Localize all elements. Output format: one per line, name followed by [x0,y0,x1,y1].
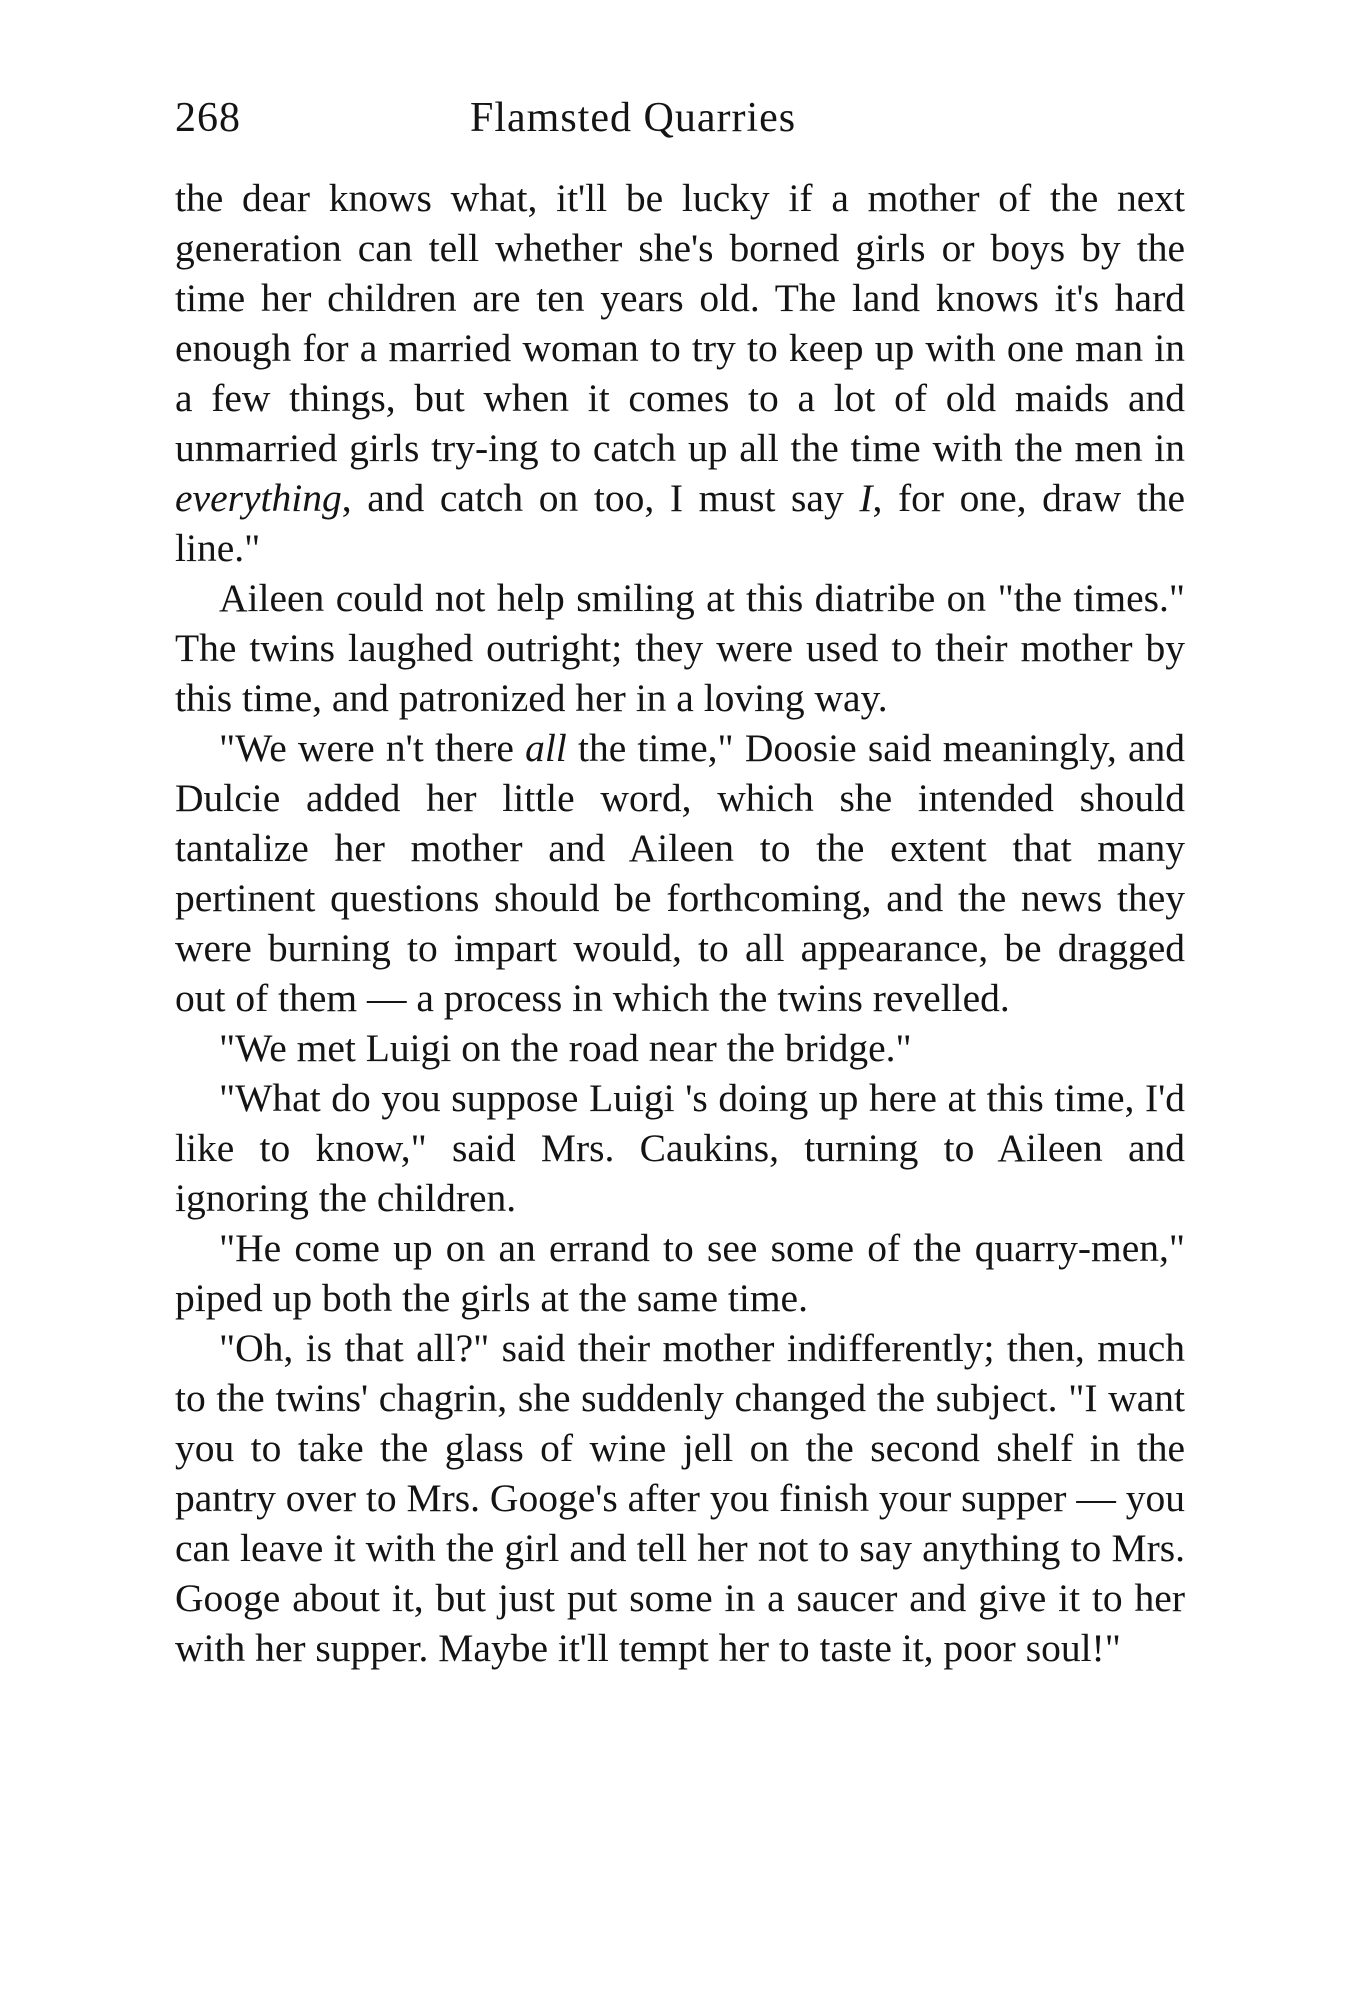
paragraph [175,1223,1185,1323]
italic-text: all [525,726,567,770]
body-text [175,173,1185,1673]
italic-text: I [859,476,873,520]
text-segment: the time," Doosie said meaningly, and Dulcie added her little word, which she intended should tantalize her mother and Aileen to the extent that many pertinent questions should be forthcoming, and the news they were burning to impart would, to all appearance, be dragged out of them — a process in which the twins revelled. [175,726,1185,1020]
italic-text: everything [175,476,342,520]
running-title: Flamsted Quarries [470,95,797,141]
page-header [175,88,1185,148]
paragraph [175,723,1185,1023]
text-segment: "He come up on an errand to see some of the quarry-men," piped up both the girls at the same time. [175,1226,1185,1320]
paragraph [175,1323,1185,1673]
page-number: 268 [175,95,241,141]
text-segment: "We met Luigi on the road near the bridge." [219,1026,912,1070]
text-segment: Aileen could not help smiling at this diatribe on "the times." The twins laughed outright; they were used to their mother by this time, and patronized her in a loving way. [175,576,1185,720]
text-segment: , and catch on too, I must say [341,476,860,520]
text-segment: the dear knows what, it'll be lucky if a mother of the next generation can tell whether she's borned girls or boys by the time her children are ten years old. The land knows it's hard enough for a married woman to try to keep up with one man in a few things, but when it comes to a lot of old maids and unmarried girls try-ing to catch up all the time with the men in [175,176,1185,470]
text-segment: "Oh, is that all?" said their mother indifferently; then, much to the twins' chagrin, she suddenly changed the subject. "I want you to take the glass of wine jell on the second shelf in the pantry over to Mrs. Googe's after you finish your supper — you can leave it with the girl and tell her not to say anything to Mrs. Googe about it, but just put some in a saucer and give it to her with her supper. Maybe it'll tempt her to taste it, poor soul!" [175,1326,1185,1670]
paragraph [175,573,1185,723]
text-segment: , for one, draw the line." [175,476,1185,570]
paragraph [175,1023,1185,1073]
paragraph [175,1073,1185,1223]
text-segment: "What do you suppose Luigi 's doing up here at this time, I'd like to know," said Mrs. Caukins, turning to Aileen and ignoring the children. [175,1076,1185,1220]
paragraph-continued [175,173,1185,573]
text-segment: "We were n't there [219,726,526,770]
